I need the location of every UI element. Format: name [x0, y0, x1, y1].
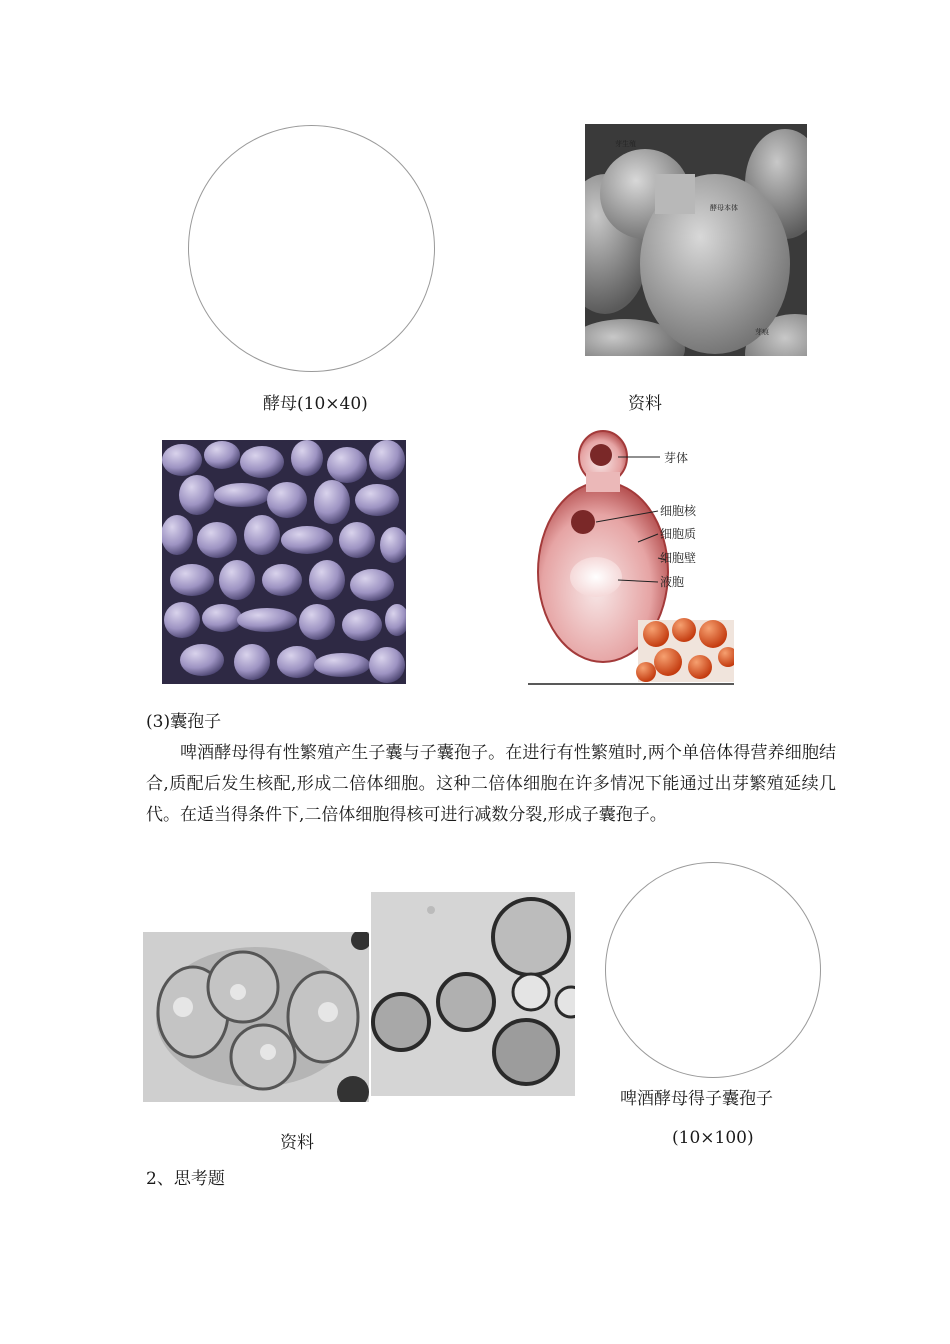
caption-reference-1: 资料 — [628, 394, 662, 414]
ascospore-light-micrograph — [371, 892, 575, 1096]
sem-label-body: 酵母本体 — [710, 204, 738, 212]
next-section-heading: 2、思考题 — [146, 1169, 225, 1189]
sem-label-bud: 芽生殖 — [615, 140, 636, 148]
section-heading-ascospore: (3)囊孢子 — [146, 712, 222, 732]
colony-photo-inset — [636, 618, 734, 682]
sem-yeast-colony-image — [162, 440, 406, 684]
caption-ascospore-line2: (10×100) — [672, 1128, 754, 1148]
caption-ascospore-line1: 啤酒酵母得子囊孢子 — [620, 1089, 773, 1109]
label-vacuole: 液胞 — [660, 575, 685, 589]
yeast-cell-structure-diagram — [528, 422, 734, 686]
label-cytoplasm: 细胞质 — [660, 527, 697, 541]
sem-yeast-budding-image — [585, 124, 807, 356]
ascus-micrograph-image — [143, 932, 369, 1102]
sem-label-scar: 芽痕 — [755, 328, 769, 336]
caption-reference-2: 资料 — [280, 1133, 314, 1153]
ascospore-paragraph: 啤酒酵母得有性繁殖产生子囊与子囊孢子。在进行有性繁殖时,两个单倍体得营养细胞结合,质配后发生核配,形成二倍体细胞。这种二倍体细胞在许多情况下能通过出芽繁殖延续几代。在适当得条件下,二倍体细胞得核可进行减数分裂,形成子囊孢子。 — [146, 743, 836, 825]
caption-yeast-observation: 酵母(10×40) — [263, 394, 368, 414]
section-text — [146, 707, 836, 831]
label-cell-wall: 细胞壁 — [660, 551, 697, 565]
drawing-circle-yeast — [188, 125, 435, 372]
drawing-circle-ascospore — [605, 862, 821, 1078]
label-nucleus: 细胞核 — [660, 504, 697, 518]
label-bud: 芽体 — [664, 451, 689, 465]
